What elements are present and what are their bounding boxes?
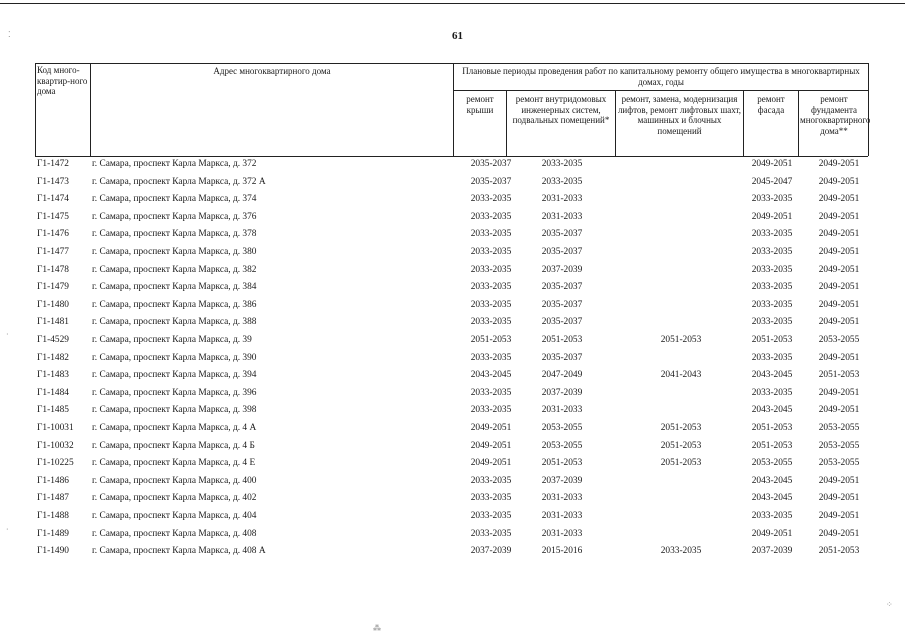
header-group-divider xyxy=(453,90,868,91)
row-foundation: 2051-2053 xyxy=(818,546,860,557)
row-roof: 2033-2035 xyxy=(470,511,512,521)
row-code: Г1-1481 xyxy=(37,317,69,328)
table-row xyxy=(35,210,875,228)
row-roof: 2033-2035 xyxy=(470,475,512,486)
top-rule xyxy=(0,3,905,4)
row-facade: 2033-2035 xyxy=(751,352,793,363)
header-facade: ремонт фасада xyxy=(757,94,785,115)
table-row xyxy=(35,544,875,562)
table-row xyxy=(35,263,875,281)
row-facade: 2043-2045 xyxy=(751,493,793,504)
header-vline xyxy=(798,90,799,156)
row-code: Г1-1477 xyxy=(37,247,69,257)
row-roof: 2033-2035 xyxy=(470,493,512,504)
row-engineering: 2031-2033 xyxy=(541,493,583,504)
row-engineering: 2053-2055 xyxy=(541,423,583,433)
row-code: Г1-4529 xyxy=(37,335,69,345)
row-foundation: 2049-2051 xyxy=(818,387,860,398)
row-code: Г1-1483 xyxy=(37,370,69,381)
table-header xyxy=(35,63,871,156)
row-address: г. Самара, проспект Карла Маркса, д. 394 xyxy=(92,370,257,381)
table-row xyxy=(35,386,875,404)
header-address: Адрес многоквартирного дома xyxy=(213,66,331,76)
header-lifts: ремонт, замена, модернизация лифтов, ремонт лифтовых шахт, машинных и блочных помещений xyxy=(617,94,742,136)
row-engineering: 2035-2037 xyxy=(541,282,583,293)
row-address: г. Самара, проспект Карла Маркса, д. 408 xyxy=(92,528,257,539)
table-row xyxy=(35,351,875,369)
row-facade: 2033-2035 xyxy=(751,282,793,293)
row-facade: 2049-2051 xyxy=(751,528,793,539)
row-roof: 2033-2035 xyxy=(470,264,512,275)
row-foundation: 2049-2051 xyxy=(818,352,860,363)
row-engineering: 2037-2039 xyxy=(541,475,583,486)
row-engineering: 2033-2035 xyxy=(541,176,583,187)
row-foundation: 2049-2051 xyxy=(818,247,860,257)
row-address: г. Самара, проспект Карла Маркса, д. 396 xyxy=(92,387,257,398)
row-code: Г1-10031 xyxy=(37,423,74,433)
row-code: Г1-10225 xyxy=(37,458,74,469)
row-code: Г1-1479 xyxy=(37,282,69,293)
row-facade: 2043-2045 xyxy=(751,370,793,381)
row-engineering: 2051-2053 xyxy=(541,335,583,345)
row-facade: 2043-2045 xyxy=(751,405,793,416)
row-lifts: 2051-2053 xyxy=(660,335,702,345)
row-code: Г1-1480 xyxy=(37,299,69,310)
row-roof: 2049-2051 xyxy=(470,423,512,433)
header-vline xyxy=(868,63,869,156)
row-roof: 2033-2035 xyxy=(470,387,512,398)
row-engineering: 2031-2033 xyxy=(541,194,583,205)
row-code: Г1-1482 xyxy=(37,352,69,363)
row-code: Г1-1490 xyxy=(37,546,69,557)
row-address: г. Самара, проспект Карла Маркса, д. 390 xyxy=(92,352,257,363)
row-facade: 2043-2045 xyxy=(751,475,793,486)
row-foundation: 2049-2051 xyxy=(818,528,860,539)
row-facade: 2049-2051 xyxy=(751,159,793,169)
table-row xyxy=(35,456,875,474)
row-lifts: 2033-2035 xyxy=(660,546,702,557)
row-address: г. Самара, проспект Карла Маркса, д. 376 xyxy=(92,211,257,222)
row-address: г. Самара, проспект Карла Маркса, д. 400 xyxy=(92,475,257,486)
row-engineering: 2035-2037 xyxy=(541,299,583,310)
row-engineering: 2037-2039 xyxy=(541,264,583,275)
row-foundation: 2049-2051 xyxy=(818,211,860,222)
row-address: г. Самара, проспект Карла Маркса, д. 378 xyxy=(92,229,257,240)
scan-speck: ⁚ xyxy=(8,30,11,39)
table-row xyxy=(35,280,875,298)
header-periods-group: Плановые периоды проведения работ по капитальному ремонту общего имущества в многоквартирных домах, годы xyxy=(462,66,860,87)
row-engineering: 2035-2037 xyxy=(541,247,583,257)
row-address: г. Самара, проспект Карла Маркса, д. 386 xyxy=(92,299,257,310)
row-address: г. Самара, проспект Карла Маркса, д. 39 xyxy=(92,335,252,345)
row-roof: 2051-2053 xyxy=(470,335,512,345)
row-code: Г1-1484 xyxy=(37,387,69,398)
row-roof: 2033-2035 xyxy=(470,299,512,310)
row-engineering: 2035-2037 xyxy=(541,317,583,328)
row-code: Г1-1473 xyxy=(37,176,69,187)
row-facade: 2033-2035 xyxy=(751,299,793,310)
row-foundation: 2053-2055 xyxy=(818,335,860,345)
header-roof: ремонт крыши xyxy=(466,94,494,115)
row-facade: 2049-2051 xyxy=(751,211,793,222)
row-code: Г1-1474 xyxy=(37,194,69,205)
row-engineering: 2015-2016 xyxy=(541,546,583,557)
row-address: г. Самара, проспект Карла Маркса, д. 372 А xyxy=(92,176,266,187)
row-roof: 2033-2035 xyxy=(470,229,512,240)
row-engineering: 2047-2049 xyxy=(541,370,583,381)
row-foundation: 2049-2051 xyxy=(818,299,860,310)
table-row xyxy=(35,227,875,245)
row-engineering: 2053-2055 xyxy=(541,440,583,451)
row-roof: 2033-2035 xyxy=(470,247,512,257)
row-foundation: 2053-2055 xyxy=(818,440,860,451)
row-lifts: 2051-2053 xyxy=(660,423,702,433)
row-facade: 2033-2035 xyxy=(751,247,793,257)
row-facade: 2045-2047 xyxy=(751,176,793,187)
row-facade: 2033-2035 xyxy=(751,317,793,328)
header-top-border xyxy=(35,63,868,64)
table-row xyxy=(35,491,875,509)
row-foundation: 2049-2051 xyxy=(818,282,860,293)
row-foundation: 2049-2051 xyxy=(818,194,860,205)
row-engineering: 2035-2037 xyxy=(541,352,583,363)
row-roof: 2035-2037 xyxy=(470,176,512,187)
row-engineering: 2031-2033 xyxy=(541,528,583,539)
row-foundation: 2053-2055 xyxy=(818,458,860,469)
row-foundation: 2049-2051 xyxy=(818,405,860,416)
table-row xyxy=(35,298,875,316)
row-foundation: 2049-2051 xyxy=(818,511,860,521)
header-vline xyxy=(35,63,36,156)
row-foundation: 2053-2055 xyxy=(818,423,860,433)
row-address: г. Самара, проспект Карла Маркса, д. 382 xyxy=(92,264,257,275)
row-facade: 2053-2055 xyxy=(751,458,793,469)
table-row xyxy=(35,315,875,333)
row-roof: 2035-2037 xyxy=(470,159,512,169)
header-vline xyxy=(743,90,744,156)
row-foundation: 2049-2051 xyxy=(818,176,860,187)
header-foundation: ремонт фундамента многоквартирного дома** xyxy=(800,94,871,136)
header-vline xyxy=(453,63,454,156)
table-row xyxy=(35,509,875,527)
row-foundation: 2051-2053 xyxy=(818,370,860,381)
row-roof: 2049-2051 xyxy=(470,440,512,451)
table-row xyxy=(35,527,875,545)
row-code: Г1-1487 xyxy=(37,493,69,504)
row-facade: 2051-2053 xyxy=(751,440,793,451)
row-roof: 2049-2051 xyxy=(470,458,512,469)
row-foundation: 2049-2051 xyxy=(818,475,860,486)
row-facade: 2033-2035 xyxy=(751,387,793,398)
row-roof: 2033-2035 xyxy=(470,528,512,539)
table-row xyxy=(35,192,875,210)
row-address: г. Самара, проспект Карла Маркса, д. 374 xyxy=(92,194,257,205)
row-roof: 2033-2035 xyxy=(470,211,512,222)
row-address: г. Самара, проспект Карла Маркса, д. 372 xyxy=(92,159,257,169)
row-foundation: 2049-2051 xyxy=(818,159,860,169)
row-engineering: 2031-2033 xyxy=(541,405,583,416)
row-code: Г1-10032 xyxy=(37,440,74,451)
row-address: г. Самара, проспект Карла Маркса, д. 384 xyxy=(92,282,257,293)
row-engineering: 2051-2053 xyxy=(541,458,583,469)
row-facade: 2037-2039 xyxy=(751,546,793,557)
row-code: Г1-1486 xyxy=(37,475,69,486)
row-code: Г1-1475 xyxy=(37,211,69,222)
row-address: г. Самара, проспект Карла Маркса, д. 380 xyxy=(92,247,257,257)
row-code: Г1-1489 xyxy=(37,528,69,539)
row-address: г. Самара, проспект Карла Маркса, д. 408 А xyxy=(92,546,266,557)
table-row xyxy=(35,175,875,193)
row-roof: 2033-2035 xyxy=(470,282,512,293)
row-engineering: 2031-2033 xyxy=(541,511,583,521)
scan-speck: ‧ xyxy=(6,525,9,534)
row-roof: 2043-2045 xyxy=(470,370,512,381)
row-address: г. Самара, проспект Карла Маркса, д. 4 Е xyxy=(92,458,256,469)
table-row xyxy=(35,157,875,175)
header-code: Код много-квартир-ного дома xyxy=(37,65,88,96)
scan-speck: · xyxy=(6,330,9,339)
row-code: Г1-1478 xyxy=(37,264,69,275)
row-facade: 2033-2035 xyxy=(751,194,793,205)
table-row xyxy=(35,439,875,457)
table-row xyxy=(35,403,875,421)
row-facade: 2033-2035 xyxy=(751,264,793,275)
row-roof: 2033-2035 xyxy=(470,352,512,363)
row-code: Г1-1476 xyxy=(37,229,69,240)
row-foundation: 2049-2051 xyxy=(818,317,860,328)
row-address: г. Самара, проспект Карла Маркса, д. 4 Б xyxy=(92,440,255,451)
row-engineering: 2033-2035 xyxy=(541,159,583,169)
row-address: г. Самара, проспект Карла Маркса, д. 404 xyxy=(92,511,257,521)
row-address: г. Самара, проспект Карла Маркса, д. 402 xyxy=(92,493,257,504)
header-engineering: ремонт внутридомовых инженерных систем, подвальных помещений* xyxy=(512,94,610,125)
row-facade: 2051-2053 xyxy=(751,423,793,433)
row-roof: 2033-2035 xyxy=(470,194,512,205)
row-facade: 2033-2035 xyxy=(751,511,793,521)
header-vline xyxy=(615,90,616,156)
row-code: Г1-1485 xyxy=(37,405,69,416)
row-code: Г1-1488 xyxy=(37,511,69,521)
row-address: г. Самара, проспект Карла Маркса, д. 4 А xyxy=(92,423,257,433)
row-engineering: 2031-2033 xyxy=(541,211,583,222)
row-foundation: 2049-2051 xyxy=(818,264,860,275)
table-row xyxy=(35,245,875,263)
table-row xyxy=(35,368,875,386)
row-roof: 2037-2039 xyxy=(470,546,512,557)
row-lifts: 2051-2053 xyxy=(660,458,702,469)
table-row xyxy=(35,421,875,439)
table-row xyxy=(35,333,875,351)
scan-speck: ⁂ xyxy=(373,624,381,633)
row-facade: 2033-2035 xyxy=(751,229,793,240)
header-vline xyxy=(90,63,91,156)
row-facade: 2051-2053 xyxy=(751,335,793,345)
row-engineering: 2035-2037 xyxy=(541,229,583,240)
row-roof: 2033-2035 xyxy=(470,317,512,328)
row-foundation: 2049-2051 xyxy=(818,229,860,240)
row-address: г. Самара, проспект Карла Маркса, д. 398 xyxy=(92,405,257,416)
row-lifts: 2051-2053 xyxy=(660,440,702,451)
scan-speck: ⁘ xyxy=(886,600,893,609)
row-address: г. Самара, проспект Карла Маркса, д. 388 xyxy=(92,317,257,328)
row-foundation: 2049-2051 xyxy=(818,493,860,504)
table-row xyxy=(35,474,875,492)
page-number: 61 xyxy=(452,30,463,42)
row-roof: 2033-2035 xyxy=(470,405,512,416)
row-lifts: 2041-2043 xyxy=(660,370,702,381)
header-vline xyxy=(506,90,507,156)
row-engineering: 2037-2039 xyxy=(541,387,583,398)
row-code: Г1-1472 xyxy=(37,159,69,169)
